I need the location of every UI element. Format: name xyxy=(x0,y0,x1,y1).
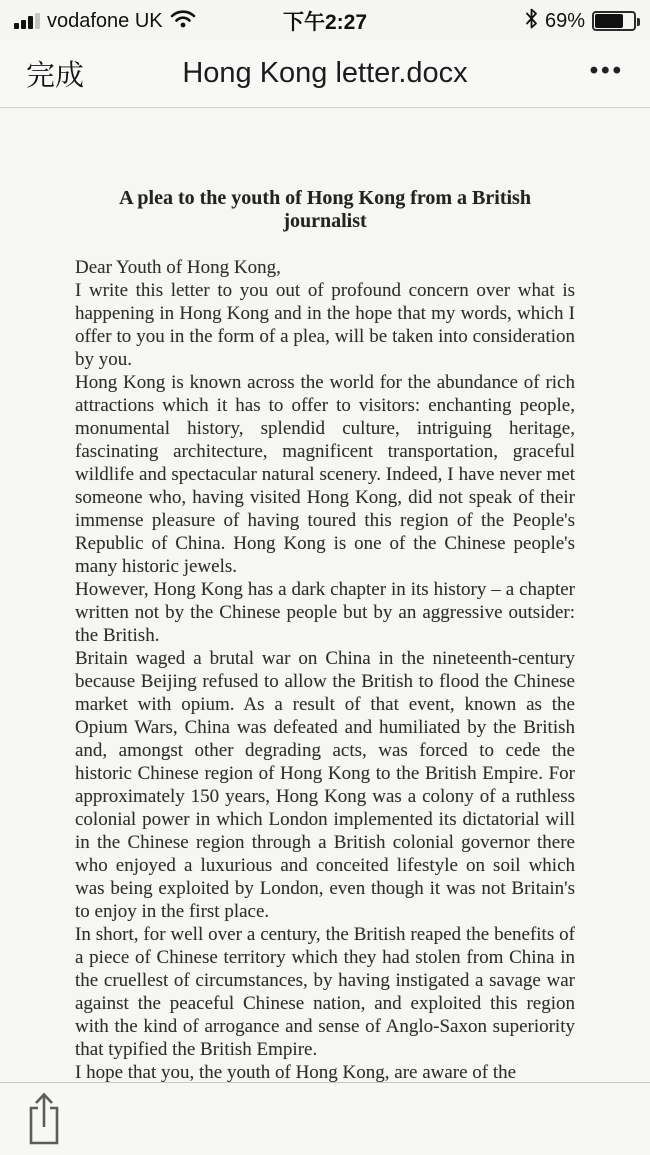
letter-paragraph: I hope that you, the youth of Hong Kong, are aware of the xyxy=(75,1062,517,1082)
done-button[interactable]: 完成 xyxy=(26,53,84,94)
nav-bar xyxy=(0,40,650,108)
battery-percent-label: 69% xyxy=(544,9,585,32)
more-button[interactable]: ••• xyxy=(590,59,624,89)
document-title: Hong Kong letter.docx xyxy=(182,57,468,89)
share-icon xyxy=(26,1135,62,1150)
document-viewport[interactable] xyxy=(0,109,650,1082)
letter-body xyxy=(75,256,575,1082)
letter-paragraph: Britain waged a brutal war on China in the nineteenth-century because Beijing refused to allow the British to flood the Chinese market with opium. As a result of that event, known as the Opium Wars, China was defeated and humiliated by the British and, amongst other degrading acts, was forced to cede the historic Chinese region of Hong Kong to the British Empire. For approximately 150 years, Hong Kong was a colony of a ruthless colonial power in which London implemented its dictatorial will in the Chinese region through a British colonial governor there who enjoyed a luxurious and conceited lifestyle on soil which was being exploited by London, even though it was not Britain's to enjoy in the first place. xyxy=(75,648,575,922)
letter-paragraph: Hong Kong is known across the world for the abundance of rich attractions which it has to offer to visitors: enchanting people, monumental history, splendid culture, intriguing heritage, fascinating architecture, magnificent transportation, graceful wildlife and spectacular natural scenery. Indeed, I have never met someone who, having visited Hong Kong, did not speak of their immense pleasure of having toured this region of the People's Republic of China. Hong Kong is one of the Chinese people's many historic jewels. xyxy=(75,372,575,577)
letter-paragraph: In short, for well over a century, the British reaped the benefits of a piece of Chinese territory which they had stolen from China in the cruellest of circumstances, by having instigated a savage war against the peaceful Chinese nation, and exploited this region with the kind of arrogance and sense of Anglo-Saxon superiority that typified the British Empire. xyxy=(75,924,575,1060)
status-clock: 下午2:27 xyxy=(282,11,368,34)
battery-icon xyxy=(592,11,636,31)
letter-title: A plea to the youth of Hong Kong from a British journalist xyxy=(119,187,531,232)
wifi-icon xyxy=(170,9,196,34)
letter-paragraph: I write this letter to you out of profound concern over what is happening in Hong Kong and in the hope that my words, which I offer to you in the form of a plea, will be taken into consideration by you. xyxy=(75,280,575,370)
status-bar-left xyxy=(14,9,196,34)
letter-paragraph: Dear Youth of Hong Kong, xyxy=(75,257,281,278)
bluetooth-icon xyxy=(525,8,538,35)
carrier-label: vodafone UK xyxy=(47,9,163,32)
cell-signal-bars-icon xyxy=(14,13,40,29)
share-button[interactable] xyxy=(26,1091,62,1150)
bottom-toolbar xyxy=(0,1082,650,1155)
status-bar xyxy=(0,0,650,40)
status-bar-right xyxy=(525,8,636,35)
letter-paragraph: However, Hong Kong has a dark chapter in its history – a chapter written not by the Chinese people but by an aggressive outsider: the British. xyxy=(75,579,575,646)
